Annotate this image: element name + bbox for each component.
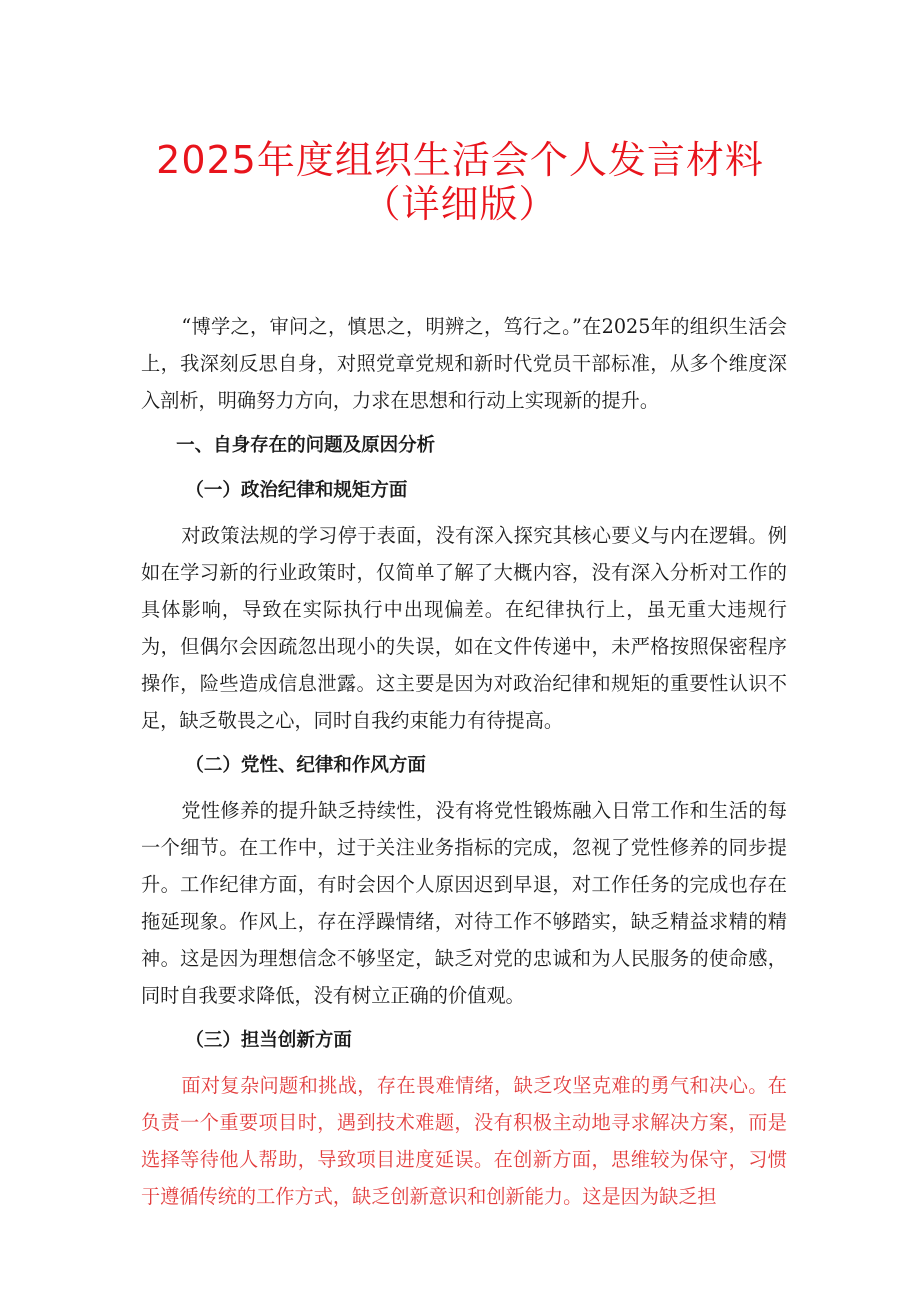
- subsection-paragraph-3: 面对复杂问题和挑战，存在畏难情绪，缺乏攻坚克难的勇气和决心。在负责一个重要项目时，遇到技术难题，没有积极主动地寻求解决方案，而是选择等待他人帮助，导致项目进度延误。在创新方面，思维较为保守，习惯于遵循传统的工作方式，缺乏创新意识和创新能力。这是因为缺乏担: [141, 1074, 787, 1208]
- subsection-paragraph-1: 对政策法规的学习停于表面，没有深入探究其核心要义与内在逻辑。例如在学习新的行业政策时，仅简单了解了大概内容，没有深入分析对工作的具体影响，导致在实际执行中出现偏差。在纪律执行上，虽无重大违规行为，但偶尔会因疏忽出现小的失误，如在文件传递中，未严格按照保密程序操作，险些造成信息泄露。这主要是因为对政治纪律和规矩的重要性认识不足，缺乏敬畏之心，同时自我约束能力有待提高。: [141, 524, 787, 732]
- subsection-heading-3: （三）担当创新方面: [185, 1030, 352, 1051]
- subsection-paragraph-2: 党性修养的提升缺乏持续性，没有将党性锻炼融入日常工作和生活的每一个细节。在工作中，过于关注业务指标的完成，忽视了党性修养的同步提升。工作纪律方面，有时会因个人原因迟到早退，对工作任务的完成也存在拖延现象。作风上，存在浮躁情绪，对待工作不够踏实，缺乏精益求精的精神。这是因为理想信念不够坚定，缺乏对党的忠诚和为人民服务的使命感，同时自我要求降低，没有树立正确的价值观。: [141, 799, 787, 1007]
- intro-paragraph: “博学之，审问之，慎思之，明辨之，笃行之。”在2025年的组织生活会上，我深刻反思自身，对照党章党规和新时代党员干部标准，从多个维度深入剖析，明确努力方向，力求在思想和行动上实现新的提升。: [141, 315, 787, 412]
- subsection-heading-2: （二）党性、纪律和作风方面: [185, 755, 426, 776]
- section-heading-1: 一、自身存在的问题及原因分析: [176, 435, 436, 456]
- document-body: [141, 308, 787, 1215]
- subsection-heading-1: （一）政治纪律和规矩方面: [185, 480, 408, 501]
- document-title: 2025年度组织生活会个人发言材料: [156, 138, 764, 182]
- document-subtitle: （详细版）: [362, 182, 558, 226]
